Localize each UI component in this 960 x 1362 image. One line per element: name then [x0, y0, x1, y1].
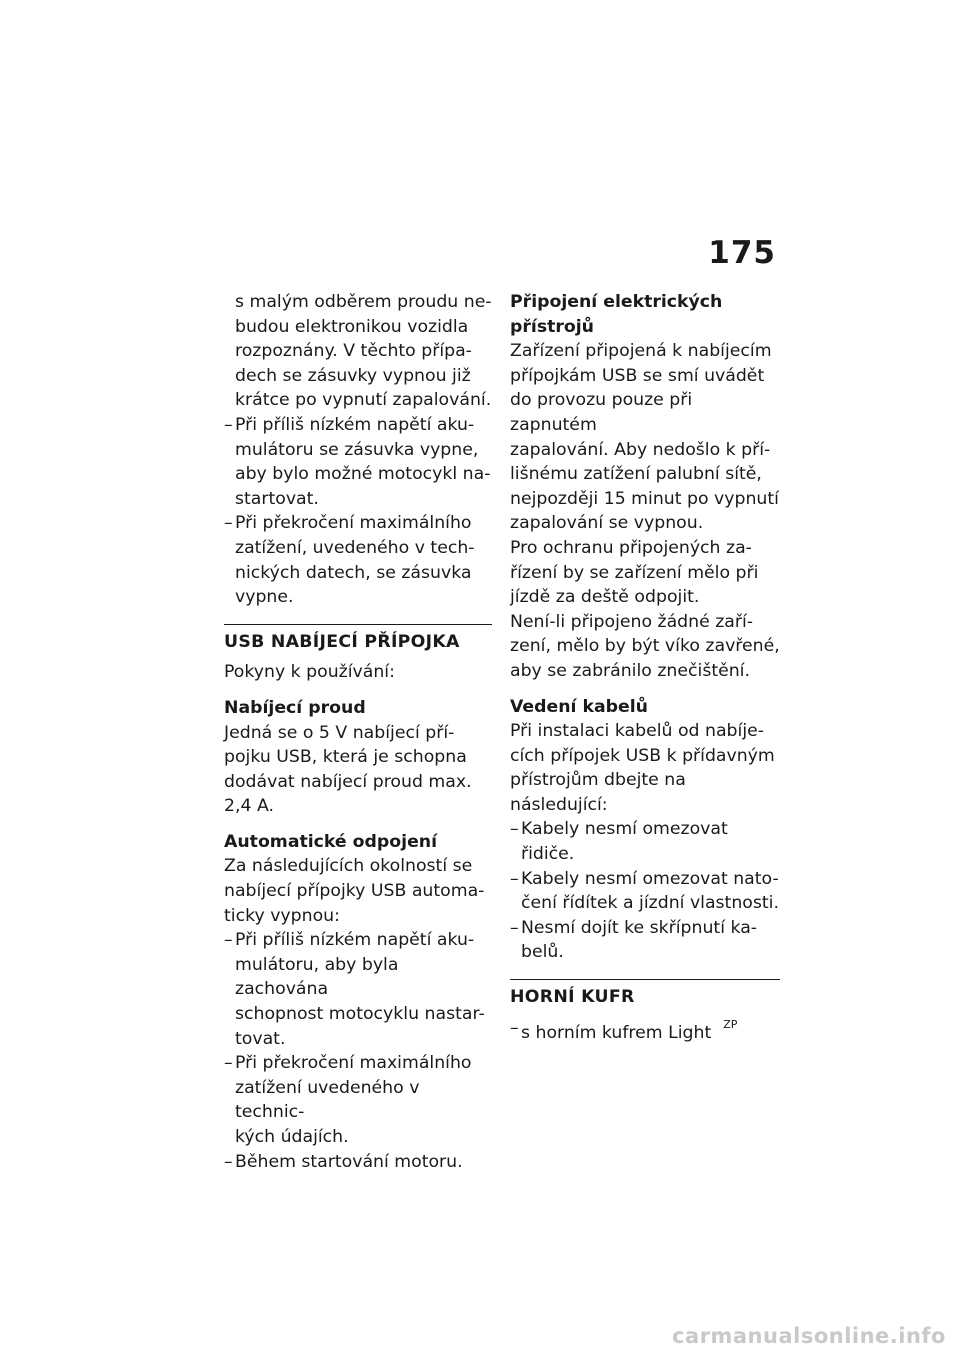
text-line: pojku USB, která je schopna	[224, 747, 467, 768]
dash-bullet: –	[510, 819, 519, 840]
text-line: kých údajích.	[235, 1127, 349, 1147]
text-line: do provozu pouze při zapnutém	[510, 390, 693, 435]
text-line: Kabely nesmí omezovat nato-	[521, 868, 779, 889]
text-line: nejpozději 15 minut po vypnutí	[510, 488, 779, 509]
dash-bullet: –	[224, 1053, 233, 1074]
text-line: Při překročení maximálního	[235, 1053, 472, 1074]
text-line: Jedná se o 5 V nabíjecí pří-	[224, 722, 455, 743]
option-line	[521, 1016, 780, 1045]
text-line: Během startování motoru.	[235, 1151, 463, 1172]
list-item	[510, 867, 780, 916]
paragraph	[224, 721, 492, 819]
paragraph	[510, 339, 780, 536]
paragraph	[510, 536, 780, 610]
text-line: Při příliš nízkém napětí aku-	[235, 930, 475, 951]
text-line: ticky vypnou:	[224, 905, 340, 926]
section-title: HORNÍ KUFR	[510, 987, 635, 1008]
text-line: mulátoru, aby byla zachována	[235, 954, 399, 1000]
text-line: krátce po vypnutí zapalování.	[235, 390, 492, 411]
paragraph	[510, 719, 780, 817]
dash-bullet: –	[224, 513, 233, 534]
subheading: přístrojů	[510, 316, 594, 337]
text-line: řízení by se zařízení mělo při	[510, 562, 759, 583]
section-title: USB NABÍJECÍ PŘÍPOJKA	[224, 631, 460, 652]
text-line: Při instalaci kabelů od nabíje-	[510, 721, 764, 742]
paragraph	[224, 854, 492, 928]
right-column	[510, 290, 780, 1045]
left-column	[224, 290, 492, 1174]
list-item	[224, 1150, 492, 1175]
subheading: Připojení elektrických	[510, 292, 723, 312]
page-number: 175	[708, 235, 776, 271]
paragraph	[510, 610, 780, 684]
list-item	[224, 413, 492, 511]
text-line: 2,4 A.	[224, 796, 274, 817]
dash-bullet: –	[224, 414, 233, 435]
text-line: dodávat nabíjecí proud max.	[224, 771, 472, 792]
dash-bullet: –	[224, 1151, 233, 1172]
option-text: s horním kufrem Light	[521, 1022, 712, 1043]
text-line: přípojkám USB se smí uvádět	[510, 365, 765, 386]
text-line: Za následujících okolností se	[224, 856, 473, 877]
subheading: Automatické odpojení	[224, 831, 438, 852]
text-line: zatížení uvedeného v technic-	[235, 1077, 420, 1123]
text-line: Není-li připojeno žádné zaří-	[510, 611, 754, 632]
text-line: zapalování se vypnou.	[510, 513, 704, 534]
text-line: cích přípojek USB k přídavným	[510, 745, 775, 766]
list-item	[510, 1016, 780, 1045]
text-line: aby se zabránilo znečištění.	[510, 660, 750, 681]
dash-bullet: –	[510, 1017, 519, 1038]
text-line: s malým odběrem proudu ne-	[235, 292, 492, 312]
list-item	[224, 511, 492, 609]
list-item	[510, 916, 780, 965]
text-line: Při příliš nízkém napětí aku-	[235, 414, 475, 435]
text-line: Pro ochranu připojených za-	[510, 537, 752, 558]
text-line: aby bylo možné motocykl na-	[235, 464, 491, 485]
text-line: zení, mělo by být víko zavřené,	[510, 636, 780, 657]
dash-bullet: –	[510, 868, 519, 889]
text-line: tovat.	[235, 1028, 286, 1049]
text-line: čení řídítek a jízdní vlastnosti.	[521, 893, 779, 914]
section-divider	[224, 624, 492, 655]
list-item	[224, 1051, 492, 1149]
dash-bullet: –	[510, 917, 519, 938]
text-line: Nesmí dojít ke skřípnutí ka-	[521, 917, 758, 938]
text-line: dech se zásuvky vypnou již	[235, 365, 471, 386]
text-line: nických datech, se zásuvka	[235, 562, 472, 583]
dash-bullet: –	[224, 930, 233, 951]
text-line: jízdě za deště odpojit.	[510, 587, 700, 608]
usage-text: Pokyny k používání:	[224, 662, 395, 683]
text-line: Zařízení připojená k nabíjecím	[510, 341, 772, 362]
text-line: přístrojům dbejte na následující:	[510, 770, 686, 815]
text-line: budou elektronikou vozidla	[235, 316, 469, 337]
text-line: zatížení, uvedeného v tech-	[235, 537, 475, 558]
watermark: carmanualsonline.info	[672, 1324, 946, 1348]
subheading: Nabíjecí proud	[224, 697, 366, 718]
section-divider	[510, 979, 780, 1010]
text-line: rozpoznány. V těchto přípa-	[235, 341, 472, 362]
text-line: lišnému zatížení palubní sítě,	[510, 464, 762, 485]
option-superscript: ZP	[723, 1017, 738, 1031]
subheading: Vedení kabelů	[510, 696, 648, 717]
text-line: Při překročení maximálního	[235, 513, 472, 534]
text-line: mulátoru se zásuvka vypne,	[235, 439, 479, 460]
text-line: Kabely nesmí omezovat řidiče.	[521, 819, 728, 865]
text-line: schopnost motocyklu nastar-	[235, 1004, 485, 1025]
intro-paragraph	[224, 290, 492, 413]
text-line: vypne.	[235, 587, 294, 608]
text-line: nabíjecí přípojky USB automa-	[224, 881, 485, 902]
text-line: belů.	[521, 942, 564, 963]
list-item	[224, 928, 492, 1051]
list-item	[510, 817, 780, 866]
text-line: startovat.	[235, 488, 319, 509]
text-line: zapalování. Aby nedošlo k pří-	[510, 439, 771, 460]
